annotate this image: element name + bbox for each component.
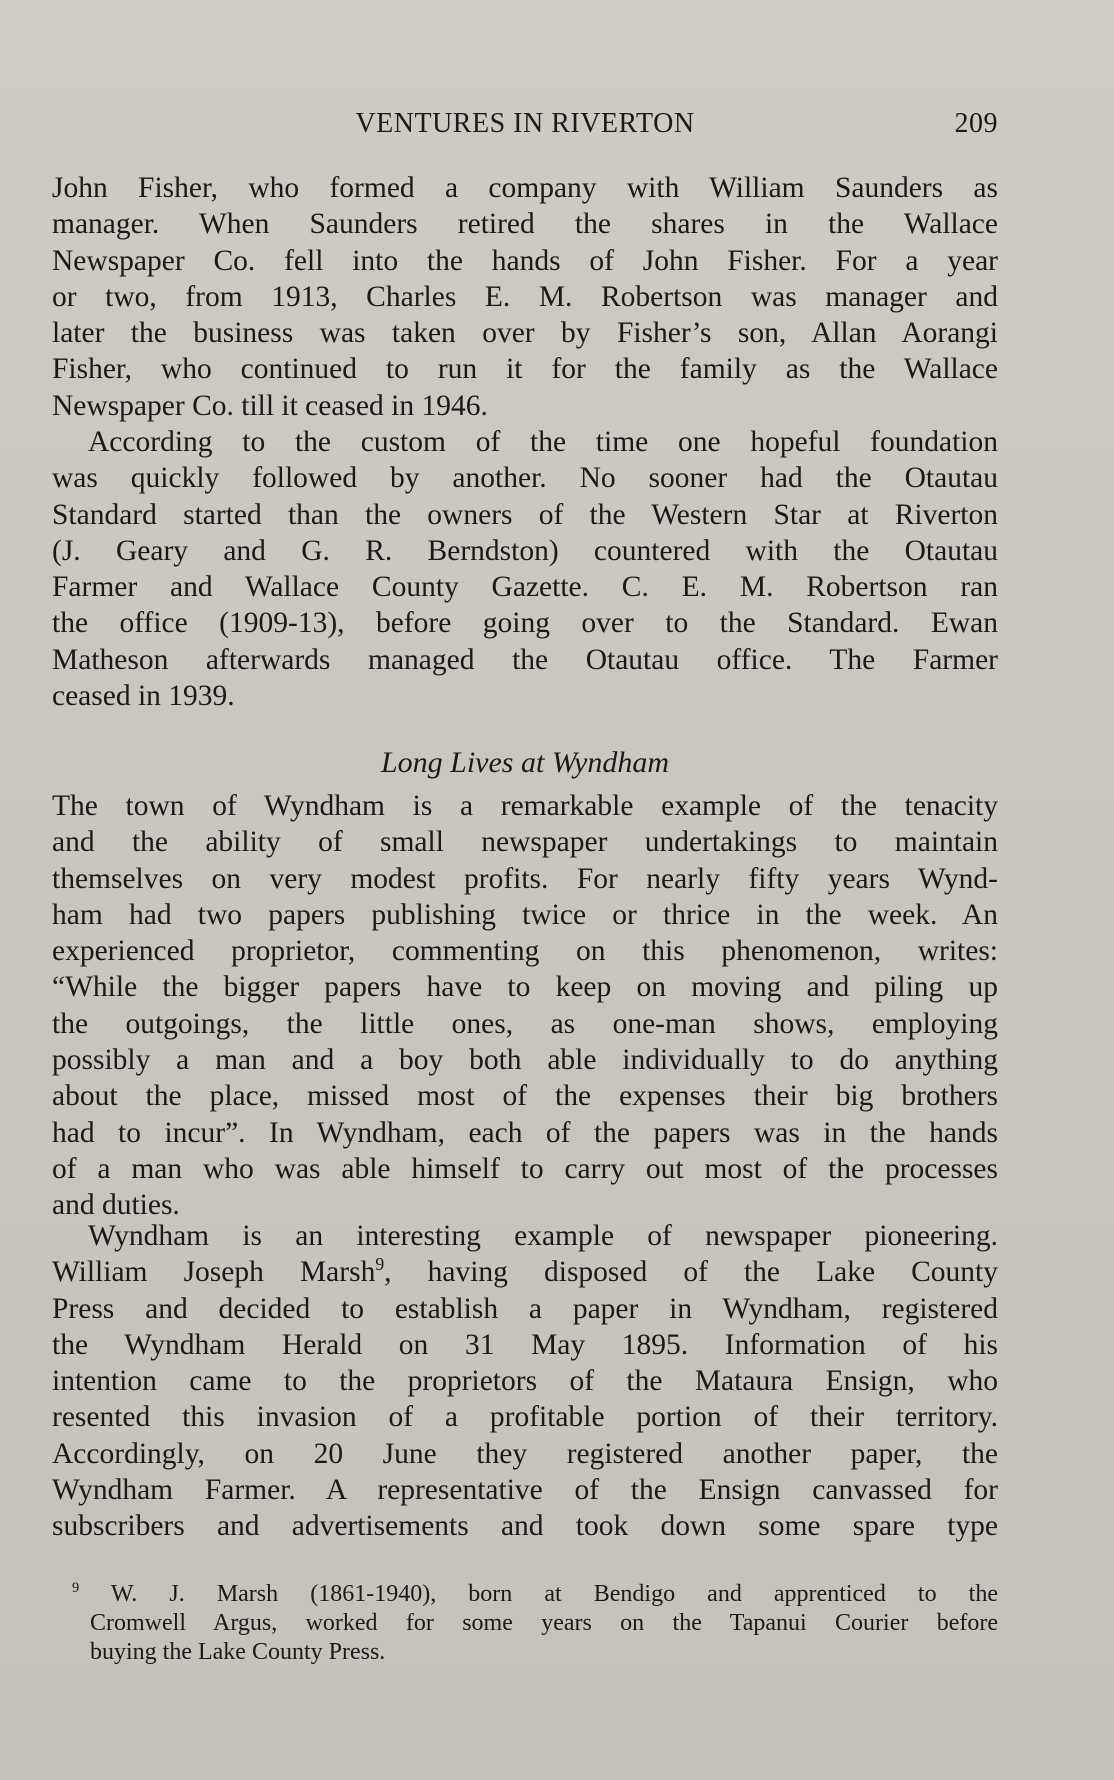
text-line: Press and decided to establish a paper in Wyndham, registered <box>52 1292 998 1325</box>
text-line: about the place, missed most of the expenses their big brothers <box>52 1080 998 1113</box>
paragraph-4 <box>52 1218 998 1545</box>
text-line: resented this invasion of a profitable portion of their territory. <box>52 1401 998 1434</box>
text-segment: , having disposed of the Lake County <box>384 1256 998 1289</box>
section-heading: Long Lives at Wyndham <box>380 746 670 779</box>
text-line: Newspaper Co. fell into the hands of John Fisher. For a year <box>52 244 998 277</box>
text-line: Matheson afterwards managed the Otautau office. The Farmer <box>52 643 998 676</box>
text-line: experienced proprietor, commenting on this phenomenon, writes: <box>52 935 998 968</box>
text-line: and the ability of small newspaper undertakings to maintain <box>52 826 998 859</box>
text-line: subscribers and advertisements and took down some spare type <box>52 1510 998 1543</box>
text-line: Fisher, who continued to run it for the family as the Wallace <box>52 353 998 386</box>
text-line <box>52 1254 998 1290</box>
text-line: and duties. <box>52 1189 180 1222</box>
text-line: or two, from 1913, Charles E. M. Robertson was manager and <box>52 280 998 313</box>
text-line: the outgoings, the little ones, as one-man shows, employing <box>52 1007 998 1040</box>
text-line: the office (1909-13), before going over to the Standard. Ewan <box>52 607 998 640</box>
text-line: possibly a man and a boy both able individually to do anything <box>52 1044 998 1077</box>
text-line: Wyndham Farmer. A representative of the Ensign canvassed for <box>52 1474 998 1507</box>
paragraph-3 <box>52 788 998 1224</box>
running-title: VENTURES IN RIVERTON <box>355 108 695 139</box>
text-line: later the business was taken over by Fisher’s son, Allan Aorangi <box>52 317 998 350</box>
paragraph-1 <box>52 170 998 424</box>
text-line: Newspaper Co. till it ceased in 1946. <box>52 389 488 422</box>
text-line: Wyndham is an interesting example of newspaper pioneering. <box>88 1220 998 1252</box>
page-number: 209 <box>954 108 998 139</box>
footnote-line: Cromwell Argus, worked for some years on the Tapanui Courier before <box>90 1610 998 1636</box>
text-line: According to the custom of the time one hopeful foundation <box>88 426 998 458</box>
paragraph-2 <box>52 424 998 714</box>
text-line: Farmer and Wallace County Gazette. C. E. M. Robertson ran <box>52 571 998 604</box>
text-line: had to incur”. In Wyndham, each of the papers was in the hands <box>52 1116 998 1149</box>
footnote-line <box>72 1580 998 1609</box>
text-line: John Fisher, who formed a company with William Saunders as <box>52 172 998 204</box>
text-segment: W. J. Marsh (1861-1940), born at Bendigo and apprenticed to the <box>110 1581 998 1607</box>
footnote-marker: 9 <box>72 1580 80 1596</box>
running-header <box>52 108 998 148</box>
text-line: was quickly followed by another. No sooner had the Otautau <box>52 462 998 495</box>
text-line: intention came to the proprietors of the Mataura Ensign, who <box>52 1365 998 1398</box>
text-line: the Wyndham Herald on 31 May 1895. Information of his <box>52 1328 998 1361</box>
footnote-line: buying the Lake County Press. <box>90 1639 386 1665</box>
text-line: “While the bigger papers have to keep on moving and piling up <box>52 971 998 1004</box>
text-line: of a man who was able himself to carry out most of the processes <box>52 1152 998 1185</box>
footnote-reference: 9 <box>375 1254 385 1275</box>
text-line: ceased in 1939. <box>52 680 235 713</box>
text-line: ham had two papers publishing twice or thrice in the week. An <box>52 898 998 931</box>
text-line: (J. Geary and G. R. Berndston) countered with the Otautau <box>52 534 998 567</box>
text-line: Accordingly, on 20 June they registered another paper, the <box>52 1437 998 1470</box>
text-segment: William Joseph Marsh <box>52 1256 376 1289</box>
text-line: The town of Wyndham is a remarkable example of the tenacity <box>52 790 998 822</box>
text-line: Standard started than the owners of the Western Star at Riverton <box>52 498 998 531</box>
footnote <box>72 1580 998 1667</box>
text-line: themselves on very modest profits. For nearly fifty years Wynd- <box>52 862 998 895</box>
text-line: manager. When Saunders retired the shares in the Wallace <box>52 208 998 241</box>
